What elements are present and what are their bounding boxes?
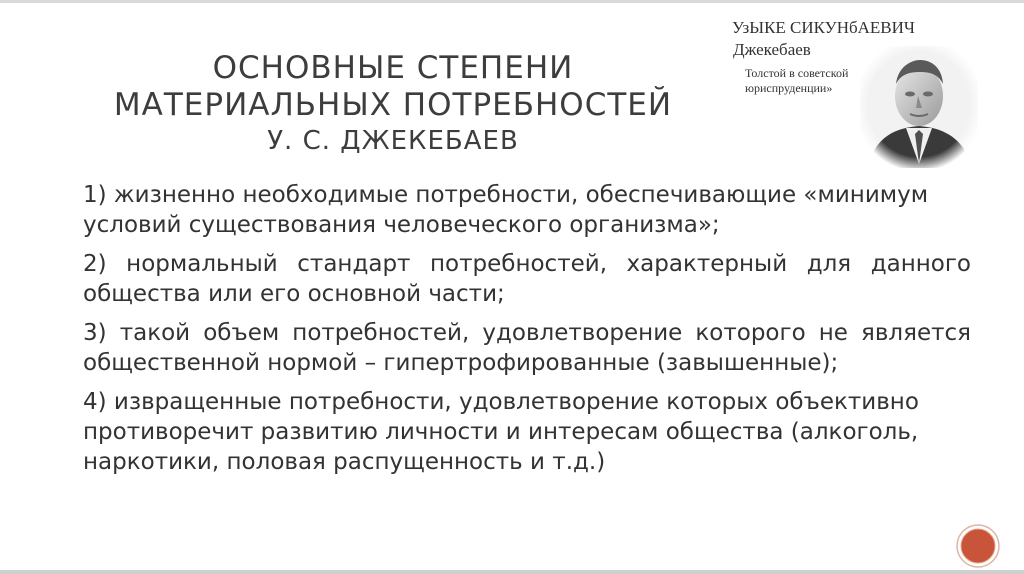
list-item: 2) нормальный стандарт потребностей, характерный для данного общества или его основной части; — [83, 251, 971, 307]
list-item: 4) извращенные потребности, удовлетворение которых объективно противоречит развитию личности и интересам общества (алкоголь, наркотики, половая распущенность и т.д.) — [83, 389, 919, 475]
book-title: Толстой в советской юриспруденции» — [745, 66, 849, 95]
title-line-3: У. С. ДЖЕКЕБАЕВ — [267, 126, 519, 156]
author-surname: Джекебаев — [733, 40, 811, 59]
list-item: 1) жизненно необходимые потребности, обеспечивающие «минимум условий существования человеческого организма»; — [83, 182, 929, 238]
title-line-1: ОСНОВНЫЕ СТЕПЕНИ — [212, 50, 574, 86]
needs-list — [83, 180, 971, 486]
author-name: УзЫКЕ СИКУНбАЕВИЧ — [732, 18, 915, 37]
list-item: 3) такой объем потребностей, удовлетворение которого не является общественной нормой – гипертрофированные (завышенные); — [83, 320, 971, 376]
top-border — [0, 0, 1024, 3]
portrait-photo — [860, 46, 978, 168]
title-line-2: МАТЕРИАЛЬНЫХ ПОТРЕБНОСТЕЙ — [113, 87, 673, 123]
circle-nav-icon[interactable] — [956, 524, 1000, 568]
slide-title — [108, 50, 678, 158]
bottom-border — [0, 570, 1024, 574]
